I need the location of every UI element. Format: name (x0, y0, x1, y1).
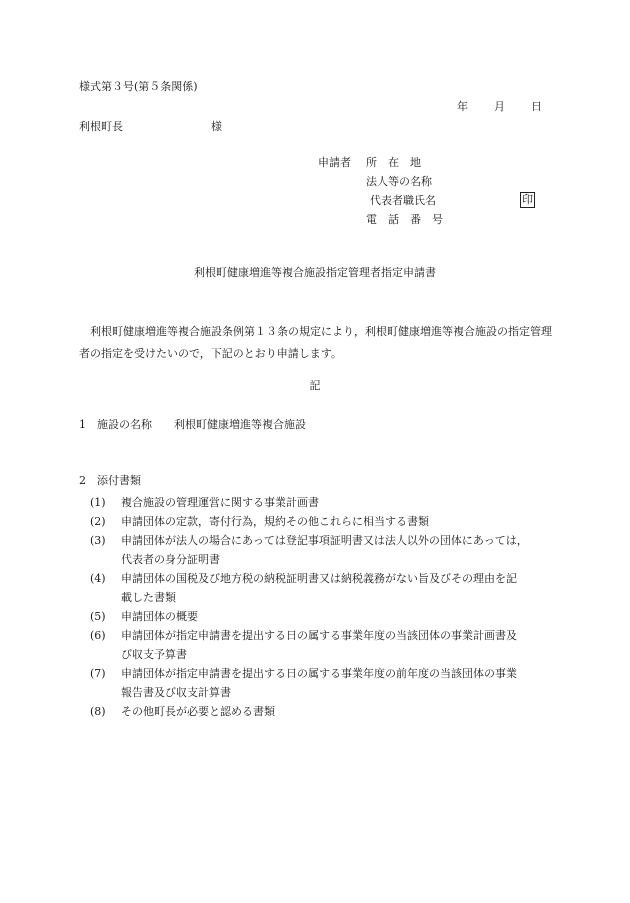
attachment-text: 申請団体が法人の場合にあっては登記事項証明書又は法人以外の団体にあっては， (121, 534, 528, 547)
attachment-number: (8) (90, 705, 106, 718)
section-facility-name (79, 418, 306, 431)
ki-heading: 記 (309, 379, 321, 392)
attachment-number: (1) (90, 496, 106, 509)
attachment-text-continued: 代表者の身分証明書 (121, 553, 220, 566)
attachment-text: 申請団体が指定申請書を提出する日の属する事業年度の前年度の当該団体の事業 (121, 667, 517, 680)
addressee-honorific: 様 (211, 120, 222, 133)
attachment-text: 複合施設の管理運営に関する事業計画書 (121, 496, 319, 509)
attachment-text: 申請団体が指定申請書を提出する日の属する事業年度の当該団体の事業計画書及 (121, 629, 517, 642)
addressee-title: 利根町長 (79, 120, 123, 133)
attachment-item (90, 512, 557, 531)
attachment-text: 申請団体の定款，寄付行為，規約その他これらに相当する書類 (121, 515, 429, 528)
attachment-number: (3) (90, 534, 106, 547)
attachment-text: 申請団体の概要 (121, 610, 198, 623)
applicant-representative-label: 代表者職氏名 (370, 194, 436, 207)
attachment-item (90, 531, 557, 569)
attachment-number: (5) (90, 610, 106, 623)
section-attachments (79, 474, 141, 487)
attachment-item (90, 626, 557, 664)
applicant-phone-label: 電 話 番 号 (366, 213, 443, 226)
attachment-text: その他町長が必要と認める書類 (121, 705, 275, 718)
applicant-address-label: 所 在 地 (366, 156, 421, 169)
attachment-number: (2) (90, 515, 106, 528)
attachment-item (90, 664, 557, 702)
attachment-text-continued: 載した書類 (121, 591, 176, 604)
attachment-number: (7) (90, 667, 106, 680)
document-title: 利根町健康増進等複合施設指定管理者指定申請書 (194, 266, 436, 279)
date-line (457, 100, 542, 113)
section1-value: 利根町健康増進等複合施設 (174, 418, 306, 431)
attachment-text-continued: び収支予算書 (121, 648, 187, 661)
attachment-text: 申請団体の国税及び地方税の納税証明書又は納税義務がない旨及びその理由を記 (121, 572, 517, 585)
section2-label: 添付書類 (97, 474, 141, 487)
seal-mark: 印 (522, 193, 533, 206)
date-month: 月 (494, 100, 505, 113)
form-number: 様式第３号(第５条関係) (79, 80, 198, 93)
body-paragraph: 利根町健康増進等複合施設条例第１３条の規定により，利根町健康増進等複合施設の指定管理者の指定を受けたいので，下記のとおり申請します。 (79, 325, 552, 360)
attachment-number: (4) (90, 572, 106, 585)
section1-number: 1 (79, 418, 86, 431)
date-year: 年 (457, 100, 468, 113)
attachment-item (90, 702, 557, 721)
attachment-item (90, 569, 557, 607)
section1-label: 施設の名称 (97, 418, 152, 431)
attachment-number: (6) (90, 629, 106, 642)
attachment-item (90, 607, 557, 626)
attachment-item (90, 493, 557, 512)
applicant-corp-name-label: 法人等の名称 (366, 175, 432, 188)
attachment-list (90, 493, 557, 721)
attachment-text-continued: 報告書及び収支計算書 (121, 686, 231, 699)
section2-number: 2 (79, 474, 86, 487)
date-day: 日 (531, 100, 542, 113)
addressee (79, 120, 222, 133)
applicant-label: 申請者 (318, 156, 351, 169)
